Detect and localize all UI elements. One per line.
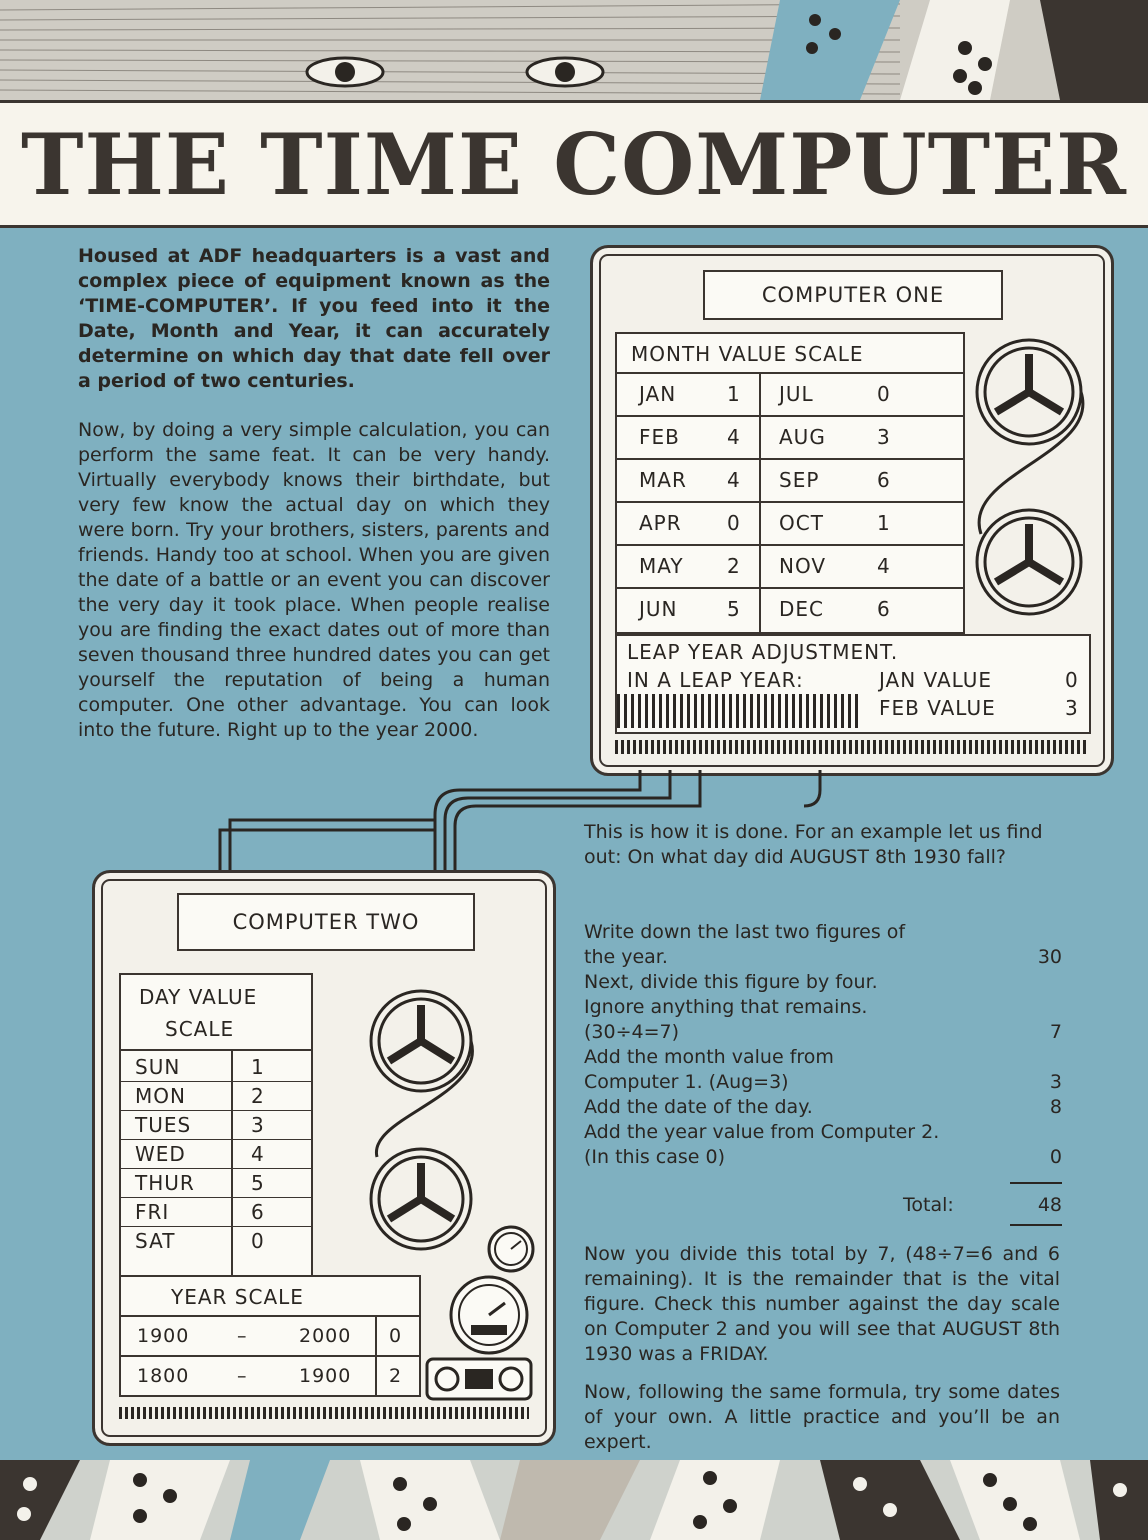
calc-step-value: 0	[1049, 1146, 1062, 1168]
calc-step-value	[1022, 1120, 1062, 1145]
total-row	[584, 1194, 1062, 1216]
day-name: FRI	[135, 1200, 170, 1224]
month-value-scale-table	[615, 332, 965, 634]
calc-step-row	[584, 920, 1062, 945]
computer-two-label-text: COMPUTER TWO	[232, 910, 420, 934]
month-name: FEB	[639, 425, 680, 449]
feb-value: 3	[1065, 696, 1079, 720]
feb-value-label: FEB VALUE	[879, 696, 996, 720]
month-name: APR	[639, 511, 682, 535]
jan-value: 0	[1065, 668, 1079, 692]
calc-step-text: the year.	[584, 946, 668, 968]
day-value: 2	[251, 1084, 265, 1108]
computer-one-label-text: COMPUTER ONE	[761, 283, 945, 307]
tape-reels-icon	[971, 334, 1091, 624]
calc-step-text: Computer 1. (Aug=3)	[584, 1071, 789, 1093]
body-paragraph	[78, 418, 550, 743]
month-value: 0	[727, 511, 741, 535]
calc-step-value	[1022, 1045, 1062, 1070]
month-row-divider	[617, 458, 963, 460]
leap-year-panel	[615, 634, 1091, 734]
calc-step-row	[584, 970, 1062, 995]
computer-one-panel	[590, 245, 1114, 776]
final-text: Now, following the same formula, try some dates of your own. A little practice and you’ll be an expert.	[584, 1381, 1060, 1453]
final-paragraph	[584, 1380, 1060, 1455]
month-value: 6	[877, 468, 891, 492]
calc-step-row	[584, 1145, 1062, 1170]
calc-step-value: 3	[1049, 1071, 1062, 1093]
day-name: MON	[135, 1084, 186, 1108]
month-name: JUL	[779, 382, 814, 406]
month-value: 0	[877, 382, 891, 406]
day-row-divider	[121, 1168, 311, 1169]
punch-tape-strip-bottom	[615, 740, 1087, 754]
month-value: 1	[727, 382, 741, 406]
month-row-divider	[617, 501, 963, 503]
day-row-divider	[121, 1110, 311, 1111]
day-value: 0	[251, 1229, 265, 1253]
how-text: This is how it is done. For an example let us find out: On what day did AUGUST 8th 1930 fall?	[584, 821, 1043, 868]
tape-reels-icon-two	[367, 987, 477, 1257]
body-text: Now, by doing a very simple calculation, you can perform the same feat. It can be very handy. Virtually everybody knows their birthdate, but very few know the actual day on which they were born. Try your brothers, sisters, parents and friends. Handy too at school. When you are given the date of a battle or an event you can discover the very day it took place. When people realise you are finding the exact dates out of more than seven thousand three hundred dates you can get yourself the reputation of being a human computer. One other advantage. You can look into the future. Right up to the year 2000.	[78, 419, 550, 741]
footer-illustration	[0, 1460, 1148, 1540]
month-value: 3	[877, 425, 891, 449]
day-scale-title-2: SCALE	[165, 1017, 235, 1041]
day-row-divider	[121, 1081, 311, 1082]
month-row-divider	[617, 415, 963, 417]
calc-step-value: 8	[1049, 1096, 1062, 1118]
calc-step-value	[1022, 995, 1062, 1020]
month-value: 4	[727, 425, 741, 449]
day-row-divider	[121, 1197, 311, 1198]
control-buttons-icon	[425, 1357, 535, 1403]
month-name: DEC	[779, 597, 825, 621]
punch-tape-strip-two	[119, 1407, 529, 1419]
calc-step-text: Next, divide this figure by four.	[584, 971, 878, 993]
calc-step-row	[584, 1045, 1062, 1070]
calc-step-row	[584, 1120, 1062, 1145]
month-scale-title: MONTH VALUE SCALE	[631, 342, 864, 366]
day-scale-title-1: DAY VALUE	[139, 985, 258, 1009]
small-gauge-icon	[485, 1223, 545, 1283]
face-illustration	[0, 0, 1148, 100]
month-name: JAN	[639, 382, 677, 406]
year-from: 1900	[137, 1325, 190, 1347]
day-value: 1	[251, 1055, 265, 1079]
computer-one-label	[703, 270, 1003, 320]
calc-step-text: (In this case 0)	[584, 1146, 726, 1168]
punch-tape-strip	[617, 694, 861, 728]
calc-step-value: 30	[1037, 946, 1062, 968]
month-name: MAR	[639, 468, 687, 492]
year-from: 1800	[137, 1365, 190, 1387]
day-name: SUN	[135, 1055, 181, 1079]
year-value: 0	[389, 1325, 403, 1347]
year-scale-table	[119, 1275, 421, 1397]
day-value: 3	[251, 1113, 265, 1137]
month-value: 2	[727, 554, 741, 578]
calc-step-text: Add the month value from	[584, 1046, 834, 1068]
calc-step-row	[584, 1095, 1062, 1120]
year-scale-title: YEAR SCALE	[171, 1285, 304, 1309]
month-value: 4	[877, 554, 891, 578]
day-name: WED	[135, 1142, 186, 1166]
year-to: 1900	[299, 1365, 352, 1387]
jan-value-label: JAN VALUE	[879, 668, 993, 692]
calc-step-row	[584, 995, 1062, 1020]
month-row-divider	[617, 587, 963, 589]
month-value: 5	[727, 597, 741, 621]
computer-two-label	[177, 893, 475, 951]
month-name: AUG	[779, 425, 826, 449]
year-to: 2000	[299, 1325, 352, 1347]
day-value: 5	[251, 1171, 265, 1195]
month-name: JUN	[639, 597, 678, 621]
calc-step-value	[1022, 920, 1062, 945]
calc-step-row	[584, 945, 1062, 970]
year-dash: –	[237, 1365, 248, 1387]
computer-two-panel	[92, 870, 556, 1446]
day-row-divider	[121, 1226, 311, 1227]
month-name: SEP	[779, 468, 820, 492]
calc-step-row	[584, 1020, 1062, 1045]
page-title: THE TIME COMPUTER	[21, 115, 1127, 214]
month-row-divider	[617, 544, 963, 546]
day-value-scale-table	[119, 973, 313, 1277]
total-label: Total:	[903, 1194, 954, 1216]
intro-paragraph	[78, 244, 550, 394]
day-name: SAT	[135, 1229, 176, 1253]
day-row-divider	[121, 1139, 311, 1140]
month-value: 1	[877, 511, 891, 535]
total-rule-top	[1010, 1182, 1062, 1184]
calc-step-text: Write down the last two figures of	[584, 921, 906, 943]
calc-step-value: 7	[1049, 1021, 1062, 1043]
total-value: 48	[1037, 1194, 1062, 1216]
leap-year-prefix: IN A LEAP YEAR:	[627, 668, 804, 692]
calc-step-text: (30÷4=7)	[584, 1021, 680, 1043]
month-name: OCT	[779, 511, 824, 535]
dot-pattern-illustration	[0, 1460, 1148, 1540]
month-name: NOV	[779, 554, 827, 578]
day-name: TUES	[135, 1113, 192, 1137]
title-band	[0, 100, 1148, 228]
calc-step-text: Add the year value from Computer 2.	[584, 1121, 940, 1143]
intro-text: Housed at ADF headquarters is a vast and complex piece of equipment known as the ‘TIME-COMPUTER’. If you feed into it the Date, Month and Year, it can accurately determine on which day that date fell over a period of two centuries.	[78, 245, 550, 392]
calc-step-value	[1022, 970, 1062, 995]
month-value: 4	[727, 468, 741, 492]
total-rule-bottom	[1010, 1224, 1062, 1226]
year-value: 2	[389, 1365, 403, 1387]
calc-step-text: Ignore anything that remains.	[584, 996, 868, 1018]
day-name: THUR	[135, 1171, 195, 1195]
meter-gauge-icon	[443, 1275, 543, 1355]
result-text: Now you divide this total by 7, (48÷7=6 and 6 remaining). It is the remainder that is the vital figure. Check this number against the day scale on Computer 2 and you will see that AUGUST 8th 1930 was a FRIDAY.	[584, 1243, 1060, 1365]
how-paragraph	[584, 820, 1060, 870]
calc-step-row	[584, 1070, 1062, 1095]
day-value: 6	[251, 1200, 265, 1224]
year-dash: –	[237, 1325, 248, 1347]
header-illustration	[0, 0, 1148, 100]
calculation-steps	[584, 920, 1062, 1170]
calc-step-text: Add the date of the day.	[584, 1096, 813, 1118]
leap-year-title: LEAP YEAR ADJUSTMENT.	[627, 640, 899, 664]
month-name: MAY	[639, 554, 684, 578]
result-paragraph	[584, 1242, 1060, 1367]
month-value: 6	[877, 597, 891, 621]
day-value: 4	[251, 1142, 265, 1166]
